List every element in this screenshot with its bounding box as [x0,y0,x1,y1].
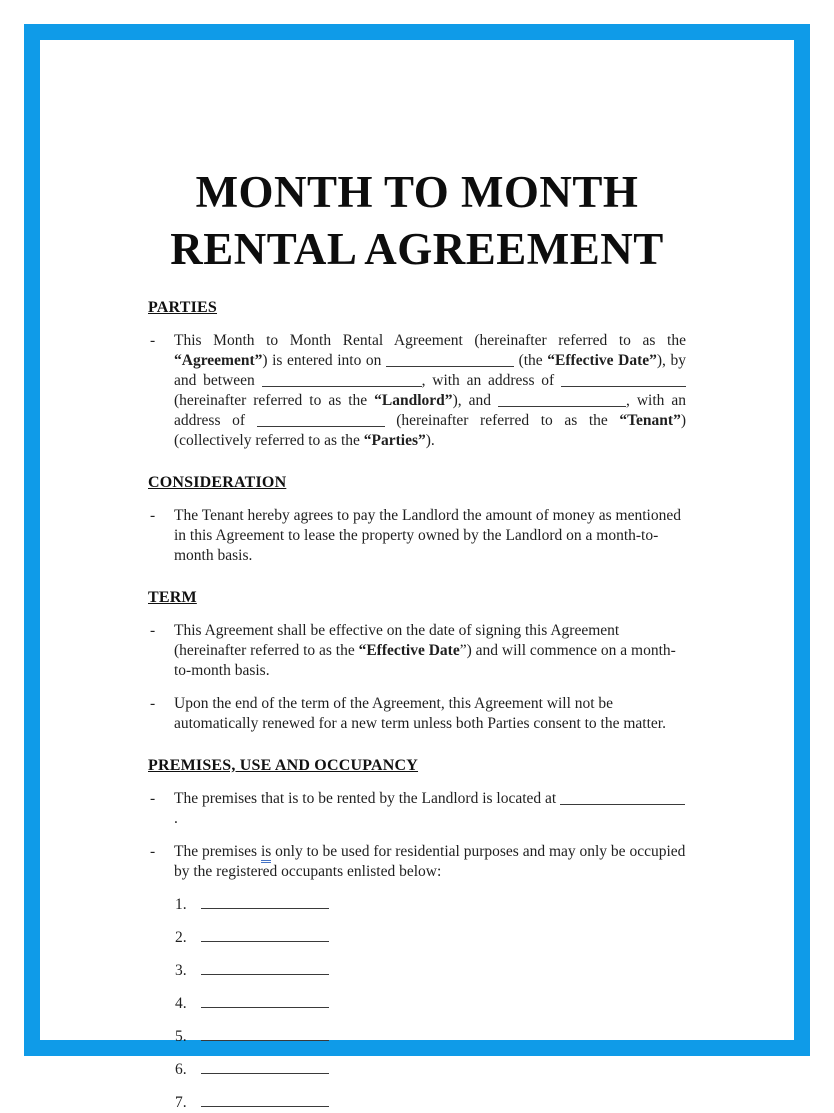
bullet-dash: - [150,622,156,639]
blank-line [201,995,329,1008]
blank-line [498,394,626,407]
text-run: (hereinafter referred to as the [384,412,620,429]
text-run: This Month to Month Rental Agreement (hereinafter referred to as the [174,332,686,349]
blank-line [560,792,685,805]
occupant-list-row [175,961,686,981]
text-run: ) (collectively referred to as the [174,412,686,449]
occupant-number: 7. [175,1094,187,1111]
text-run: The premises [174,843,261,860]
section-heading-consideration: CONSIDERATION [148,474,287,491]
blank-line [201,1061,329,1074]
occupant-number: 2. [175,929,187,946]
defined-term: “Landlord” [374,392,453,409]
occupant-number: 1. [175,896,187,913]
defined-term: “Tenant” [619,412,681,429]
text-run: only to be used for residential purposes and may only be occupied by the registered occupants enlisted below: [174,843,686,880]
occupant-number: 4. [175,995,187,1012]
text-run: ), and [452,392,498,409]
text-run: ) is entered into on [262,352,387,369]
bullet-dash: - [150,507,156,524]
page-border [24,24,810,1111]
bullet-item [148,842,686,882]
text-run: (hereinafter referred to as the [174,392,375,409]
occupant-list-row [175,994,686,1014]
occupant-number: 6. [175,1061,187,1078]
text-run: (the [514,352,548,369]
text-run: ). [425,432,435,449]
bullet-dash: - [150,332,156,349]
text-run: is [261,843,271,863]
text-run: Upon the end of the term of the Agreement, this Agreement will not be automatically renewed for a new term unless both Parties consent to the matter. [174,695,666,732]
blank-line [386,354,514,367]
occupant-list-row [175,1093,686,1113]
blank-line [262,374,422,387]
bullet-item [148,331,686,451]
text-run: The Tenant hereby agrees to pay the Landlord the amount of money as mentioned in this Agreement to lease the property owned by the Landlord on a month-to-month basis. [174,507,681,564]
blank-line [201,1094,329,1107]
occupant-list-row [175,1060,686,1080]
defined-term: “Parties” [363,432,426,449]
text-run: , with an address of [421,372,561,389]
text-run: . [174,810,178,827]
section-heading-premises-use-and-occupancy: PREMISES, USE AND OCCUPANCY [148,757,419,774]
bullet-item [148,694,686,734]
occupant-list-row [175,895,686,915]
blank-line [201,962,329,975]
occupant-list-row [175,1027,686,1047]
text-run: The premises that is to be rented by the Landlord is located at [174,790,561,807]
defined-term: “Effective Date” [547,352,657,369]
blank-line [257,414,385,427]
document-title-line-2: RENTAL AGREEMENT [170,224,664,274]
document-title-line-1: MONTH TO MONTH [195,167,639,217]
bullet-item [148,506,686,566]
document-page [80,80,754,1111]
text-run: ), by and between [174,352,686,389]
blank-line [201,1028,329,1041]
bullet-item [148,621,686,681]
blank-line [561,374,686,387]
blank-line [201,896,329,909]
bullet-dash: - [150,790,156,807]
occupant-number: 3. [175,962,187,979]
text-run: , with an address of [174,392,687,429]
occupant-number: 5. [175,1028,187,1045]
text-run: ”) and will commence on a month-to-month basis. [174,642,676,679]
bullet-dash: - [150,843,156,860]
sections [148,298,686,1113]
document-title [148,164,686,278]
bullet-dash: - [150,695,156,712]
occupant-list-row [175,928,686,948]
section-heading-term: TERM [148,589,197,606]
section-heading-parties: PARTIES [148,299,218,316]
text-run: This Agreement shall be effective on the date of signing this Agreement (hereinafter referred to as the [174,622,620,659]
bullet-item [148,789,686,829]
defined-term: “Effective Date [358,642,460,659]
defined-term: “Agreement” [174,352,263,369]
blank-line [201,929,329,942]
